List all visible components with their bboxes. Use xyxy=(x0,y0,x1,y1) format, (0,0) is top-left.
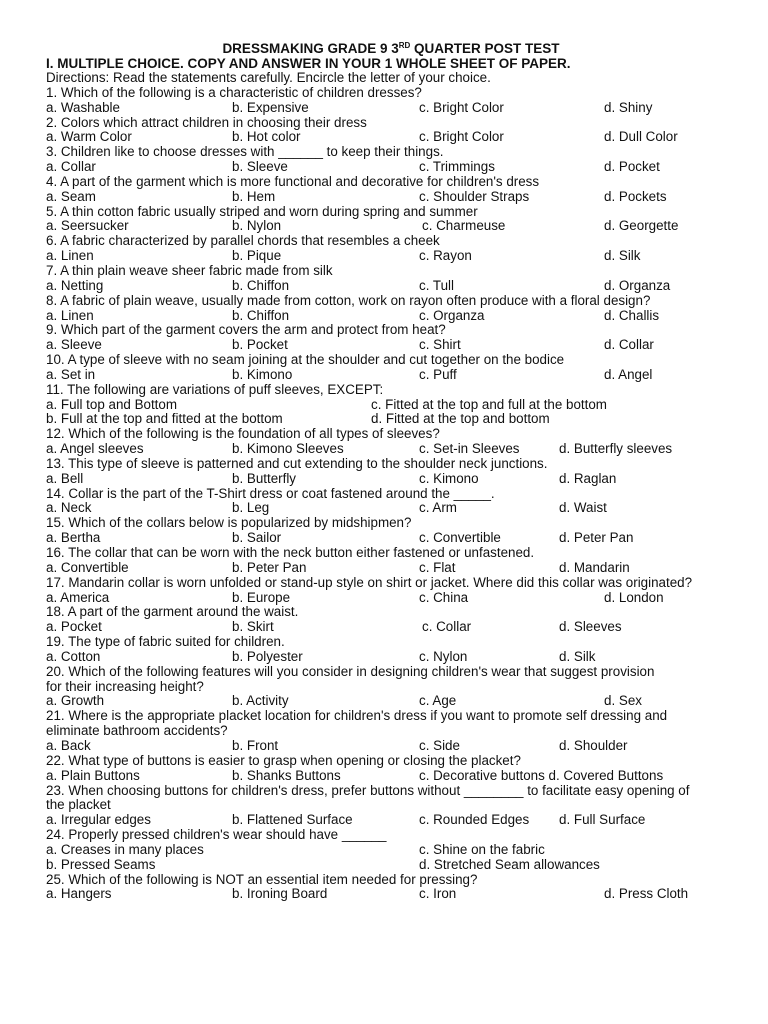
answer-option: c. Puff xyxy=(419,366,457,382)
question-text: 9. Which part of the garment covers the arm and protect from heat? xyxy=(46,322,446,338)
answer-option: a. Hangers xyxy=(46,886,112,902)
answer-option: a. Netting xyxy=(46,277,104,293)
answer-option: d. Shiny xyxy=(604,99,653,115)
answer-option: b. Sailor xyxy=(232,530,282,546)
title-superscript: RD xyxy=(398,41,411,50)
answer-option: c. Organza xyxy=(419,307,485,323)
question-text: 15. Which of the collars below is popularized by midshipmen? xyxy=(46,515,412,531)
answer-option: b. Pressed Seams xyxy=(46,856,156,872)
answer-choices xyxy=(46,650,736,665)
answer-option: b. Chiffon xyxy=(232,307,290,323)
answer-option: b. Ironing Board xyxy=(232,886,328,902)
answer-option: d. Angel xyxy=(604,366,653,382)
question-text: 11. The following are variations of puff sleeves, EXCEPT: xyxy=(46,381,384,397)
answer-choices xyxy=(46,591,736,606)
answer-choices xyxy=(46,843,736,858)
question-text: 23. When choosing buttons for children's dress, prefer buttons without ________ to facilitate easy opening of the placket xyxy=(46,782,690,813)
answer-option: b. Europe xyxy=(232,589,291,605)
answer-option: c. Nylon xyxy=(419,648,468,664)
question-text: 25. Which of the following is NOT an essential item needed for pressing? xyxy=(46,871,478,887)
answer-option: a. Linen xyxy=(46,307,94,323)
question-text: 5. A thin cotton fabric usually striped and worn during spring and summer xyxy=(46,203,478,219)
answer-option: c. Fitted at the top and full at the bottom xyxy=(371,396,607,412)
answer-option: c. Decorative buttons d. Covered Buttons xyxy=(419,767,664,783)
question-text: 24. Properly pressed children's wear should have ______ xyxy=(46,827,387,843)
answer-option: b. Kimono Sleeves xyxy=(232,441,344,457)
answer-option: d. Georgette xyxy=(604,218,679,234)
answer-option: b. Chiffon xyxy=(232,277,290,293)
answer-option: a. Full top and Bottom xyxy=(46,396,178,412)
question-text: 18. A part of the garment around the waist. xyxy=(46,604,299,620)
answer-option: c. Collar xyxy=(422,619,472,635)
answer-option: c. Trimmings xyxy=(419,159,495,175)
answer-option: c. Rounded Edges xyxy=(419,812,530,828)
answer-option: d. Stretched Seam allowances xyxy=(419,856,600,872)
question-text: 12. Which of the following is the foundation of all types of sleeves? xyxy=(46,426,440,442)
question-text: 8. A fabric of plain weave, usually made from cotton, work on rayon often produce with a floral design? xyxy=(46,292,651,308)
answer-choices xyxy=(46,190,736,205)
answer-option: c. Bright Color xyxy=(419,129,504,145)
answer-choices xyxy=(46,338,736,353)
answer-choices xyxy=(46,309,736,324)
answer-choices xyxy=(46,620,736,635)
answer-choices xyxy=(46,160,736,175)
answer-choices xyxy=(46,858,736,873)
page-title xyxy=(46,38,736,56)
answer-option: c. Side xyxy=(419,737,460,753)
question-text: 7. A thin plain weave sheer fabric made from silk xyxy=(46,262,333,278)
answer-option: a. Plain Buttons xyxy=(46,767,140,783)
answer-choices xyxy=(46,472,736,487)
answer-option: a. Sleeve xyxy=(46,337,102,353)
answer-option: d. Mandarin xyxy=(559,559,630,575)
answer-option: a. Back xyxy=(46,737,91,753)
answer-option: c. Rayon xyxy=(419,248,472,264)
answer-option: c. Age xyxy=(419,693,457,709)
answer-option: b. Flattened Surface xyxy=(232,812,353,828)
question-text: 10. A type of sleeve with no seam joining at the shoulder and cut together on the bodice xyxy=(46,352,565,368)
answer-option: b. Polyester xyxy=(232,648,303,664)
answer-option: a. Seam xyxy=(46,188,96,204)
answer-option: a. Convertible xyxy=(46,559,129,575)
answer-option: d. Pockets xyxy=(604,188,667,204)
answer-option: d. Shoulder xyxy=(559,737,628,753)
answer-option: c. China xyxy=(419,589,469,605)
question-text: 1. Which of the following is a characteristic of children dresses? xyxy=(46,84,422,100)
answer-choices xyxy=(46,769,736,784)
answer-option: d. Sleeves xyxy=(559,619,622,635)
answer-choices xyxy=(46,531,736,546)
answer-option: b. Shanks Buttons xyxy=(232,767,341,783)
question-text: 20. Which of the following features will you consider in designing children's wear that suggest provision for their increasing height? xyxy=(46,663,655,694)
question-text: 19. The type of fabric suited for children. xyxy=(46,634,285,650)
answer-option: c. Iron xyxy=(419,886,457,902)
answer-option: a. Angel sleeves xyxy=(46,441,144,457)
directions-text: Directions: Read the statements carefully. Encircle the letter of your choice. xyxy=(46,70,491,85)
answer-choices xyxy=(46,412,736,427)
answer-option: d. Silk xyxy=(604,248,641,264)
answer-choices xyxy=(46,101,736,116)
answer-option: b. Sleeve xyxy=(232,159,288,175)
test-page xyxy=(46,38,736,902)
answer-option: a. Bell xyxy=(46,470,84,486)
answer-option: d. London xyxy=(604,589,664,605)
answer-option: d. Fitted at the top and bottom xyxy=(371,411,550,427)
answer-option: a. Cotton xyxy=(46,648,101,664)
answer-option: a. Irregular edges xyxy=(46,812,151,828)
answer-option: d. Full Surface xyxy=(559,812,646,828)
answer-option: c. Shoulder Straps xyxy=(419,188,530,204)
answer-option: d. Butterfly sleeves xyxy=(559,441,673,457)
answer-option: b. Pique xyxy=(232,248,282,264)
answer-option: b. Hem xyxy=(232,188,276,204)
answer-option: b. Expensive xyxy=(232,99,309,115)
title-tail: QUARTER POST TEST xyxy=(410,41,560,56)
answer-option: c. Charmeuse xyxy=(422,218,506,234)
answer-choices xyxy=(46,249,736,264)
question-text: 16. The collar that can be worn with the neck button either fastened or unfastened. xyxy=(46,545,535,560)
answer-option: c. Tull xyxy=(419,277,454,293)
question-list xyxy=(46,86,736,902)
answer-option: b. Full at the top and fitted at the bottom xyxy=(46,411,283,427)
answer-option: a. Warm Color xyxy=(46,129,132,145)
answer-option: a. Linen xyxy=(46,248,94,264)
answer-option: b. Front xyxy=(232,737,279,753)
answer-option: d. Dull Color xyxy=(604,129,678,145)
question-text: 4. A part of the garment which is more functional and decorative for children's dress xyxy=(46,173,540,189)
answer-choices xyxy=(46,739,736,754)
answer-option: d. Organza xyxy=(604,277,671,293)
answer-option: d. Silk xyxy=(559,648,596,664)
answer-option: c. Convertible xyxy=(419,530,501,546)
answer-option: d. Collar xyxy=(604,337,654,353)
answer-choices xyxy=(46,694,736,709)
instruction-heading: I. MULTIPLE CHOICE. COPY AND ANSWER IN YOUR 1 WHOLE SHEET OF PAPER. xyxy=(46,56,571,71)
answer-option: a. Set in xyxy=(46,366,96,382)
question-text: 13. This type of sleeve is patterned and cut extending to the shoulder neck junctions. xyxy=(46,455,548,471)
answer-choices xyxy=(46,813,736,828)
answer-option: c. Shirt xyxy=(419,337,461,353)
answer-option: d. Peter Pan xyxy=(559,530,634,546)
answer-option: c. Flat xyxy=(419,559,456,575)
answer-option: a. Washable xyxy=(46,99,120,115)
answer-choices xyxy=(46,887,736,902)
answer-option: b. Activity xyxy=(232,693,289,709)
answer-option: a. Collar xyxy=(46,159,96,175)
answer-option: d. Sex xyxy=(604,693,642,709)
question-text: 17. Mandarin collar is worn unfolded or stand-up style on shirt or jacket. Where did this collar was originated? xyxy=(46,574,693,590)
answer-option: d. Pocket xyxy=(604,159,660,175)
answer-option: b. Hot color xyxy=(232,129,301,145)
title-text: DRESSMAKING GRADE 9 3 xyxy=(222,41,399,56)
question-text: 2. Colors which attract children in choosing their dress xyxy=(46,114,367,130)
answer-choices xyxy=(46,368,736,383)
answer-choices xyxy=(46,501,736,516)
answer-option: a. America xyxy=(46,589,110,605)
answer-option: b. Pocket xyxy=(232,337,288,353)
answer-option: a. Growth xyxy=(46,693,105,709)
question-text: 21. Where is the appropriate placket location for children's dress if you want to promote self dressing and eliminate bathroom accidents? xyxy=(46,708,668,739)
answer-option: a. Seersucker xyxy=(46,218,129,234)
answer-choices xyxy=(46,561,736,576)
answer-choices xyxy=(46,219,736,234)
answer-option: b. Butterfly xyxy=(232,470,297,486)
question-text: 14. Collar is the part of the T-Shirt dress or coat fastened around the _____. xyxy=(46,485,495,501)
answer-option: c. Shine on the fabric xyxy=(419,841,545,857)
answer-option: b. Peter Pan xyxy=(232,559,307,575)
answer-option: d. Challis xyxy=(604,307,660,323)
answer-choices xyxy=(46,398,736,413)
question-text: 6. A fabric characterized by parallel chords that resembles a cheek xyxy=(46,233,440,249)
answer-option: c. Kimono xyxy=(419,470,479,486)
answer-option: a. Bertha xyxy=(46,530,101,546)
question-text: 22. What type of buttons is easier to grasp when opening or closing the placket? xyxy=(46,752,521,768)
answer-choices xyxy=(46,442,736,457)
answer-option: c. Arm xyxy=(419,500,457,516)
answer-choices xyxy=(46,130,736,145)
answer-option: b. Nylon xyxy=(232,218,282,234)
answer-option: d. Press Cloth xyxy=(604,886,689,902)
question-text: 3. Children like to choose dresses with ______ to keep their things. xyxy=(46,144,444,160)
answer-option: c. Bright Color xyxy=(419,99,504,115)
answer-option: a. Pocket xyxy=(46,619,102,635)
answer-option: b. Leg xyxy=(232,500,270,516)
answer-option: d. Waist xyxy=(559,500,607,516)
answer-option: a. Creases in many places xyxy=(46,841,204,857)
answer-option: d. Raglan xyxy=(559,470,617,486)
answer-option: a. Neck xyxy=(46,500,92,516)
answer-option: b. Skirt xyxy=(232,619,274,635)
answer-option: b. Kimono xyxy=(232,366,293,382)
answer-option: c. Set-in Sleeves xyxy=(419,441,520,457)
answer-choices xyxy=(46,279,736,294)
